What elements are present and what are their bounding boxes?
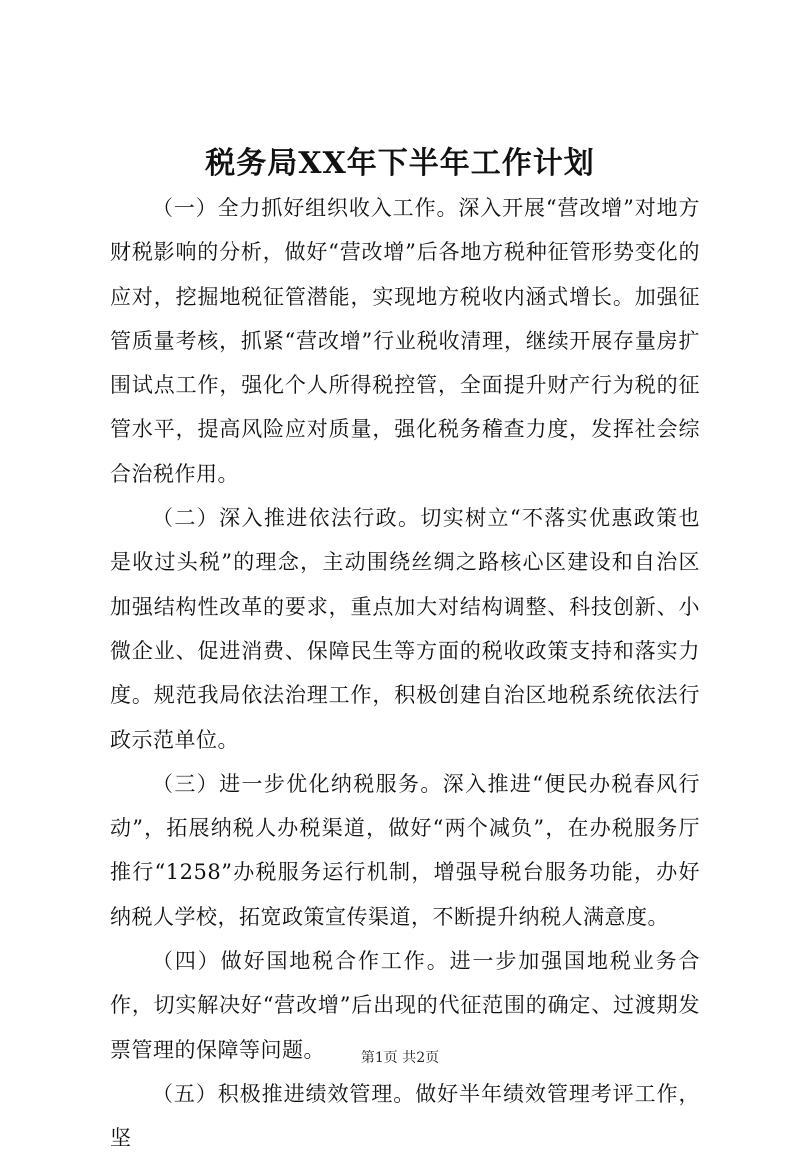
paragraph-5: （五）积极推进绩效管理。做好半年绩效管理考评工作，坚 bbox=[110, 1081, 700, 1151]
document-title: 税务局XX年下半年工作计划 bbox=[205, 146, 595, 181]
paragraph-3: （三）进一步优化纳税服务。深入推进“便民办税春风行动”，拓展纳税人办税渠道，做好“两个减负”，在办税服务厅推行“1258”办税服务运行机制，增强导税台服务功能，办好纳税人学校，拓宽政策宣传渠道，不断提升纳税人满意度。 bbox=[110, 771, 700, 929]
page-footer: 第1页 共2页 bbox=[360, 1050, 440, 1066]
paragraph-2: （二）深入推进依法行政。切实树立“不落实优惠政策也是收过头税”的理念，主动围绕丝绸之路核心区建设和自治区加强结构性改革的要求，重点加大对结构调整、科技创新、小微企业、促进消费、保障民生等方面的税收政策支持和落实力度。规范我局依法治理工作，积极创建自治区地税系统依法行政示范单位。 bbox=[110, 506, 700, 752]
paragraph-4: （四）做好国地税合作工作。进一步加强国地税业务合作，切实解决好“营改增”后出现的代征范围的确定、过渡期发票管理的保障等问题。 bbox=[110, 949, 700, 1062]
document-body bbox=[110, 186, 700, 1161]
paragraph-1: （一）全力抓好组织收入工作。深入开展“营改增”对地方财税影响的分析，做好“营改增”后各地方税种征管形势变化的应对，挖掘地税征管潜能，实现地方税收内涵式增长。加强征管质量考核，抓紧“营改增”行业税收清理，继续开展存量房扩围试点工作，强化个人所得税控管，全面提升财产行为税的征管水平，提高风险应对质量，强化税务稽查力度，发挥社会综合治税作用。 bbox=[110, 196, 700, 486]
